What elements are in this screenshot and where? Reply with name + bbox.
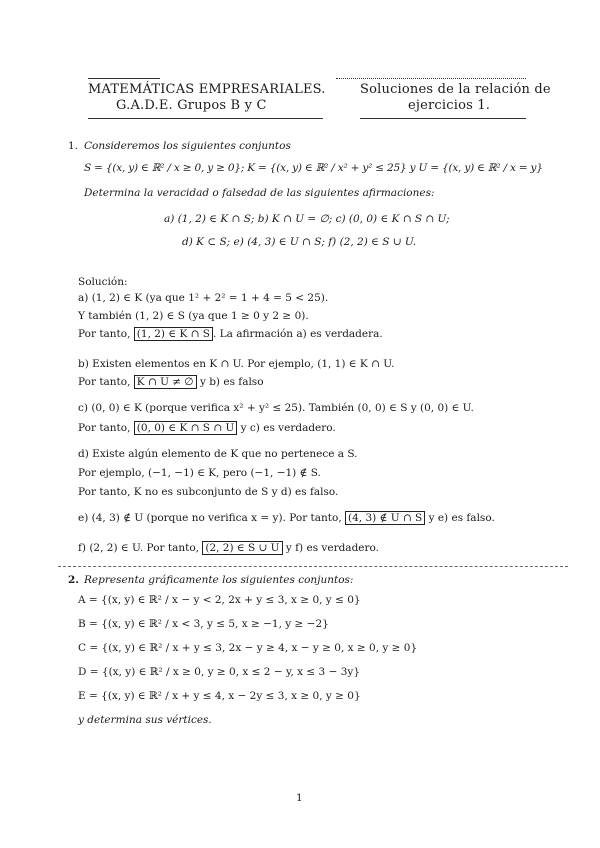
ex1-c1: c) (0, 0) ∈ K (porque verifica x² + y² ≤ 25). También (0, 0) ∈ S y (0, 0) ∈ U. [78, 402, 474, 414]
header-left-line2: G.A.D.E. Grupos B y C [116, 98, 267, 113]
ex1-a3-post: . La afirmación a) es verdadera. [212, 328, 383, 340]
ex1-f1-box: (2, 2) ∈ S ∪ U [202, 541, 282, 555]
ex2-set-E: E = {(x, y) ∈ ℝ² / x + y ≤ 4, x − 2y ≤ 3, x ≥ 0, y ≥ 0} [78, 690, 361, 702]
header-top-rule-left [88, 78, 160, 79]
ex1-determine: Determina la veracidad o falsedad de las siguientes afirmaciones: [84, 187, 435, 199]
ex1-a2: Y también (1, 2) ∈ S (ya que 1 ≥ 0 y 2 ≥ 0). [78, 310, 309, 322]
ex2-statement: Representa gráficamente los siguientes conjuntos: [84, 574, 354, 586]
ex1-claims-row1: a) (1, 2) ∈ K ∩ S; b) K ∩ U = ∅; c) (0, 0) ∈ K ∩ S ∩ U; [164, 213, 450, 225]
ex1-claims-row2: d) K ⊂ S; e) (4, 3) ∈ U ∩ S; f) (2, 2) ∈ S ∪ U. [182, 236, 417, 248]
ex1-number: 1. [68, 140, 79, 152]
section-separator [58, 566, 568, 567]
ex1-d2: Por ejemplo, (−1, −1) ∈ K, pero (−1, −1) ∉ S. [78, 467, 321, 479]
ex1-d1: d) Existe algún elemento de K que no pertenece a S. [78, 448, 358, 460]
ex1-c2 [78, 422, 336, 434]
header-left-line1: MATEMÁTICAS EMPRESARIALES. [88, 82, 326, 97]
ex1-e1 [78, 512, 495, 524]
ex1-b2-post: y b) es falso [199, 376, 264, 388]
header-bottom-rule-right [360, 118, 526, 119]
ex1-a3 [78, 328, 383, 340]
ex1-b2 [78, 376, 264, 388]
ex1-sets-line: S = {(x, y) ∈ ℝ² / x ≥ 0, y ≥ 0}; K = {(x, y) ∈ ℝ² / x² + y² ≤ 25} y U = {(x, y) ∈ ℝ² / x = y} [84, 162, 543, 174]
ex1-a3-pre: Por tanto, [78, 328, 131, 340]
ex1-e1-pre: e) (4, 3) ∉ U (porque no verifica x = y). Por tanto, [78, 512, 342, 524]
header-bottom-rule-left [88, 118, 323, 119]
ex1-a3-box: (1, 2) ∈ K ∩ S [134, 327, 213, 341]
ex2-set-B: B = {(x, y) ∈ ℝ² / x < 3, y ≤ 5, x ≥ −1, y ≥ −2} [78, 618, 329, 630]
ex1-statement: Consideremos los siguientes conjuntos [84, 140, 291, 152]
ex1-c2-post: y c) es verdadero. [240, 422, 336, 434]
ex1-c2-pre: Por tanto, [78, 422, 131, 434]
ex2-closing: y determina sus vértices. [78, 714, 212, 726]
ex1-solution-label: Solución: [78, 276, 128, 288]
ex1-f1-pre: f) (2, 2) ∈ U. Por tanto, [78, 542, 199, 554]
ex1-f1 [78, 542, 379, 554]
header-right-line2: ejercicios 1. [408, 98, 491, 113]
ex1-c2-box: (0, 0) ∈ K ∩ S ∩ U [134, 421, 238, 435]
ex2-set-D: D = {(x, y) ∈ ℝ² / x ≥ 0, y ≥ 0, x ≤ 2 − y, x ≤ 3 − 3y} [78, 666, 361, 678]
ex1-f1-post: y f) es verdadero. [285, 542, 379, 554]
page-number: 1 [296, 792, 303, 804]
ex1-e1-box: (4, 3) ∉ U ∩ S [345, 511, 425, 525]
ex2-number: 2. [68, 574, 79, 586]
header-top-rule-right [336, 78, 526, 79]
ex1-e1-post: y e) es falso. [428, 512, 495, 524]
ex1-b2-box: K ∩ U ≠ ∅ [134, 375, 197, 389]
ex2-set-A: A = {(x, y) ∈ ℝ² / x − y < 2, 2x + y ≤ 3, x ≥ 0, y ≤ 0} [78, 594, 361, 606]
header-right-line1: Soluciones de la relación de [360, 82, 551, 97]
ex1-b1: b) Existen elementos en K ∩ U. Por ejemplo, (1, 1) ∈ K ∩ U. [78, 358, 395, 370]
ex1-a1: a) (1, 2) ∈ K (ya que 1² + 2² = 1 + 4 = 5 < 25). [78, 292, 329, 304]
ex1-b2-pre: Por tanto, [78, 376, 131, 388]
ex2-set-C: C = {(x, y) ∈ ℝ² / x + y ≤ 3, 2x − y ≥ 4, x − y ≥ 0, x ≥ 0, y ≥ 0} [78, 642, 418, 654]
ex1-d3: Por tanto, K no es subconjunto de S y d) es falso. [78, 486, 339, 498]
